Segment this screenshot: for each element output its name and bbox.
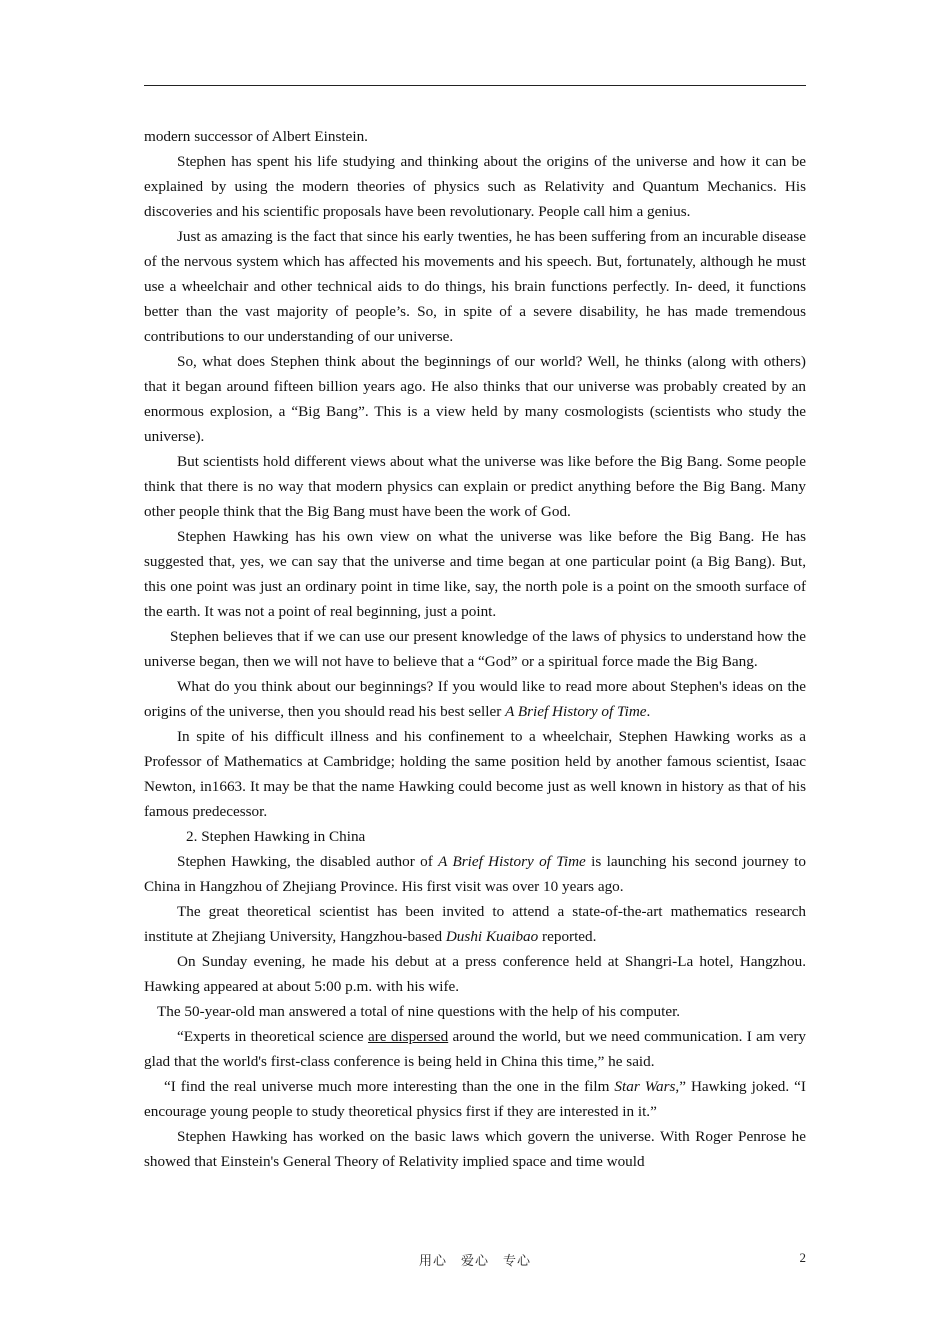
paragraph: Stephen Hawking has worked on the basic laws which govern the universe. With Roger Penrose he showed that Einstein's General Theory of Relativity implied space and time would	[144, 1128, 806, 1170]
paragraph-text: The great theoretical scientist has been invited to attend a state-of-the-art mathematics research institute at Zhejiang University, Hangzhou-based	[144, 903, 806, 945]
paragraph	[144, 674, 806, 724]
film-title: Star Wars	[614, 1078, 676, 1095]
newspaper-title: Dushi Kuaibao	[445, 928, 539, 945]
paragraph	[144, 899, 806, 949]
paragraph: On Sunday evening, he made his debut at a press conference held at Shangri-La hotel, Hangzhou. Hawking appeared at about 5:00 p.m. with his wife.	[144, 953, 806, 995]
paragraph	[144, 849, 806, 899]
paragraph: The 50-year-old man answered a total of nine questions with the help of his computer.	[157, 1003, 681, 1020]
paragraph-text: What do you think about our beginnings? If you would like to read more about Stephen's ideas on the origins of the universe, then you should read his best seller	[144, 678, 806, 720]
paragraph	[144, 1074, 806, 1124]
underlined-phrase: are dispersed	[367, 1028, 449, 1045]
paragraph-text: “Experts in theoretical science	[177, 1028, 368, 1045]
paragraph-text: is launching his second journey to China in Hangzhou of Zhejiang Province. His first visit was over 10 years ago.	[144, 853, 806, 895]
paragraph: modern successor of Albert Einstein.	[144, 128, 368, 145]
paragraph: In spite of his difficult illness and his confinement to a wheelchair, Stephen Hawking works as a Professor of Mathematics at Cambridge; holding the same position held by another famous scientist, Isaac Newton, in1663. It may be that the name Hawking could become just as well known in history as that of his famous predecessor.	[144, 728, 806, 820]
footer-motto: 用心 爱心 专心	[418, 1253, 531, 1268]
paragraph: Stephen Hawking has his own view on what the universe was like before the Big Bang. He has suggested that, yes, we can say that the universe and time began at one particular point (a Big Bang). But, this one point was just an ordinary point in time like, say, the north pole is a point on the smooth surface of the earth. It was not a point of real beginning, just a point.	[144, 528, 806, 620]
paragraph-text: around the world, but we need communication. I am very glad that the world's first-class conference is being held in China this time,” he said.	[144, 1028, 806, 1070]
paragraph: But scientists hold different views about what the universe was like before the Big Bang. Some people think that there is no way that modern physics can explain or predict anything before the Big Bang. Many other people think that the Big Bang must have been the work of God.	[144, 453, 806, 520]
body-text	[144, 124, 806, 1174]
paragraph: So, what does Stephen think about the beginnings of our world? Well, he thinks (along with others) that it began around fifteen billion years ago. He also thinks that our universe was probably created by an enormous explosion, a “Big Bang”. This is a view held by many cosmologists (scientists who study the universe).	[144, 353, 806, 445]
paragraph: Stephen has spent his life studying and thinking about the origins of the universe and how it can be explained by using the modern theories of physics such as Relativity and Quantum Mechanics. His discoveries and his scientific proposals have been revolutionary. People call him a genius.	[144, 153, 806, 220]
paragraph-text: ,” Hawking joked. “I encourage young people to study theoretical physics first if they are interested in it.”	[144, 1078, 806, 1120]
page-number: 2	[799, 1250, 806, 1265]
section-heading: 2. Stephen Hawking in China	[186, 828, 366, 845]
paragraph-text: .	[646, 703, 651, 720]
paragraph-text: “I find the real universe much more interesting than the one in the film	[164, 1078, 615, 1095]
paragraph: Just as amazing is the fact that since his early twenties, he has been suffering from an incurable disease of the nervous system which has affected his movements and his speech. But, fortunately, although he must use a wheelchair and other technical aids to do things, his brain functions perfectly. In- deed, it functions better than the vast majority of people’s. So, in spite of a severe disability, he has made tremendous contributions to our understanding of our universe.	[144, 228, 806, 345]
header-rule	[144, 85, 806, 86]
paragraph	[144, 1024, 806, 1074]
book-title: A Brief History of Time	[438, 853, 586, 870]
paragraph-text: reported.	[538, 928, 597, 945]
paragraph: Stephen believes that if we can use our present knowledge of the laws of physics to understand how the universe began, then we will not have to believe that a “God” or a spiritual force made the Big Bang.	[144, 628, 806, 670]
paragraph-text: Stephen Hawking, the disabled author of	[177, 853, 439, 870]
book-title: A Brief History of Time	[505, 703, 647, 720]
